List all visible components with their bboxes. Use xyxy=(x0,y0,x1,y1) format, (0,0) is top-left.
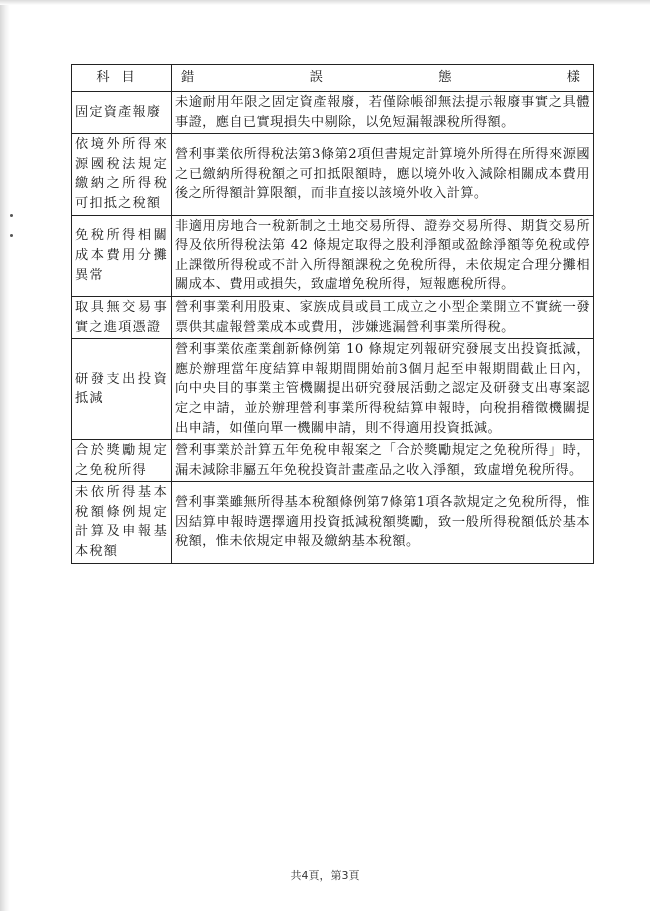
row-subject: 固定資產報廢 xyxy=(72,92,172,134)
header-char: 態 xyxy=(438,70,452,86)
row-description: 營利事業利用股東、家族成員或員工成立之小型企業開立不實統一發票供其虛報營業成本或費用，涉嫌逃漏營利事業所得稅。 xyxy=(172,296,594,338)
row-description: 營利事業雖無所得基本稅額條例第7條第1項各款規定之免稅所得，惟因結算申報時選擇適用投資抵減稅額獎勵，致一般所得稅額低於基本稅額，惟未依規定申報及繳納基本稅額。 xyxy=(172,482,594,563)
scan-edge-left xyxy=(0,0,10,911)
header-char: 樣 xyxy=(566,70,580,86)
row-subject: 研發支出投資抵減 xyxy=(72,339,172,440)
page-number: 共4頁，第3頁 xyxy=(290,869,360,882)
row-subject: 合於獎勵規定之免稅所得 xyxy=(72,440,172,482)
header-char: 誤 xyxy=(309,70,323,86)
row-subject: 依境外所得來源國稅法規定繳納之所得稅可扣抵之稅額 xyxy=(72,134,172,215)
row-description: 未逾耐用年限之固定資產報廢，若僅除帳卻無法提示報廢事實之具體事證，應自已實現損失中剔除，以免短漏報課稅所得額。 xyxy=(172,92,594,134)
table-row xyxy=(72,92,594,134)
header-description-label xyxy=(175,68,590,88)
table-row xyxy=(72,339,594,440)
row-description: 營利事業依產業創新條例第 10 條規定列報研究發展支出投資抵減，應於辦理當年度結算申報期間開始前3個月起至申報期間截止日內，向中央目的事業主管機關提出研究發展活動之認定及研發支出專案認定之申請，並於辦理營利事業所得稅結算申報時，向稅捐稽徵機關提出申請，如僅向單一機關申請，則不得適用投資抵減。 xyxy=(172,339,594,440)
header-description xyxy=(172,65,594,92)
header-char: 錯 xyxy=(181,70,195,86)
table-row xyxy=(72,134,594,215)
row-subject: 取具無交易事實之進項憑證 xyxy=(72,296,172,338)
table-row xyxy=(72,440,594,482)
punch-dot xyxy=(10,214,13,217)
row-subject: 免稅所得相關成本費用分攤異常 xyxy=(72,215,172,296)
table-row xyxy=(72,482,594,563)
table-row xyxy=(72,296,594,338)
table-row xyxy=(72,215,594,296)
punch-dot xyxy=(10,234,13,237)
error-pattern-table xyxy=(71,64,594,564)
header-subject-label: 科目 xyxy=(96,70,147,86)
table-header-row xyxy=(72,65,594,92)
row-subject: 未依所得基本稅額條例規定計算及申報基本稅額 xyxy=(72,482,172,563)
scan-edge-top xyxy=(0,0,650,5)
row-description: 非適用房地合一稅新制之土地交易所得、證券交易所得、期貨交易所得及依所得稅法第 42 條規定取得之股利淨額或盈餘淨額等免稅或停止課徵所得稅或不計入所得額課稅之免稅所得，未依規定合理分攤相關成本、費用或損失，致虛增免稅所得，短報應稅所得。 xyxy=(172,215,594,296)
row-description: 營利事業依所得稅法第3條第2項但書規定計算境外所得在所得來源國之已繳納所得稅額之可扣抵限額時，應以境外收入減除相關成本費用後之所得額計算限額，而非直接以該境外收入計算。 xyxy=(172,134,594,215)
header-subject xyxy=(72,65,172,92)
row-description: 營利事業於計算五年免稅申報案之「合於獎勵規定之免稅所得」時，漏未減除非屬五年免稅投資計畫產品之收入淨額，致虛增免稅所得。 xyxy=(172,440,594,482)
